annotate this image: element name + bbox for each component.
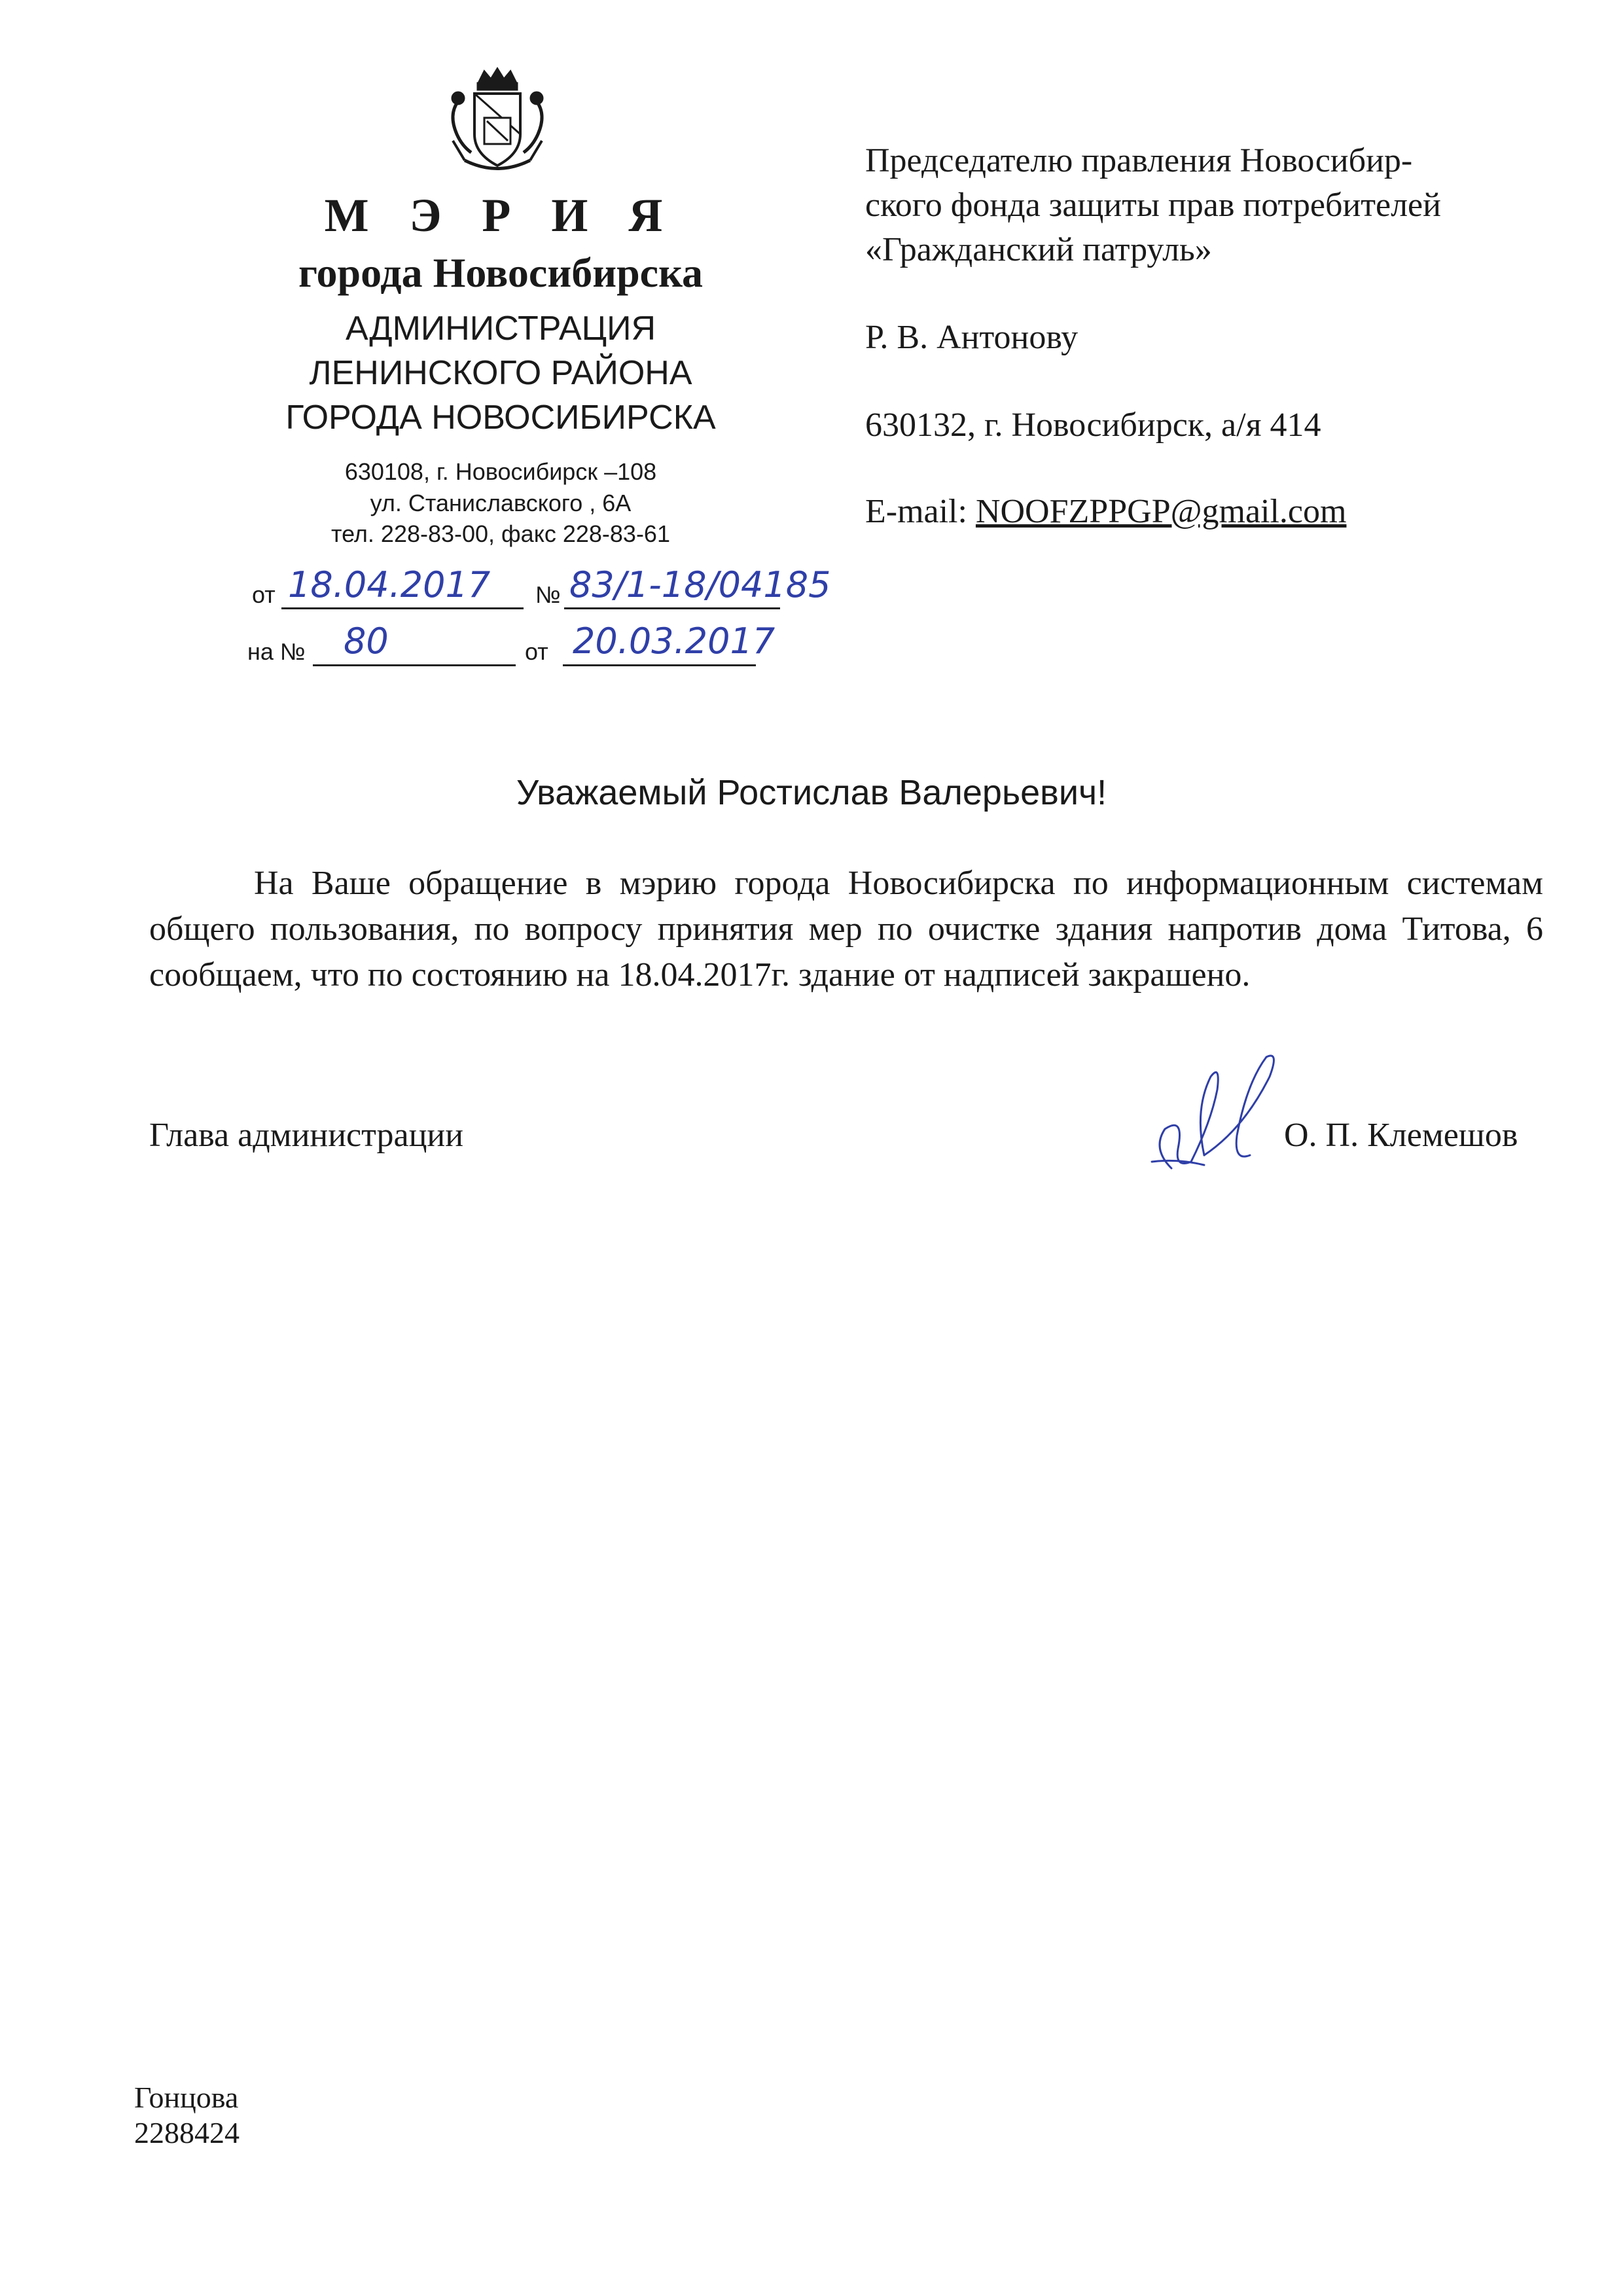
- outgoing-date: 18.04.2017: [288, 564, 491, 605]
- email-label: E-mail:: [865, 493, 976, 530]
- email-link[interactable]: NOOFZPPGP@gmail.com: [975, 493, 1347, 530]
- signer-name: О. П. Клемешов: [1284, 1117, 1518, 1154]
- reply-date: 20.03.2017: [573, 620, 776, 662]
- admin-line-2: ЛЕНИНСКОГО РАЙОНА: [309, 354, 692, 392]
- letter-body: На Ваше обращение в мэрию города Новосибирска по информационным системам общего пользования, по вопросу принятия мер по очистке здания напротив дома Титова, 6 сообщаем, что по состоянию на 18.04.2017г. здание от надписей закрашено.: [149, 865, 1543, 994]
- recipient-name: Р. В. Антонову: [865, 319, 1079, 356]
- coat-of-arms-icon: [438, 62, 556, 180]
- header-city: города Новосибирска: [298, 249, 703, 296]
- reply-number: 80: [344, 620, 389, 662]
- handwritten-signature-icon: [1113, 1037, 1296, 1188]
- recipient-email-line: [865, 490, 1552, 534]
- outgoing-number: 83/1-18/04185: [569, 564, 831, 605]
- reply-label: на №: [247, 638, 306, 665]
- number-label: №: [535, 581, 561, 608]
- address-line-3: тел. 228-83-00, факс 228-83-61: [331, 520, 670, 547]
- admin-line-1: АДМИНИСТРАЦИЯ: [345, 310, 656, 348]
- recipient-address: 630132, г. Новосибирск, а/я 414: [865, 406, 1321, 444]
- recipient-line-1: Председателю правления Новосибир-: [865, 142, 1413, 179]
- recipient-line-3: «Гражданский патруль»: [865, 231, 1212, 268]
- from-label: от: [252, 581, 276, 608]
- reply-from-label: от: [525, 638, 548, 665]
- executor-phone: 2288424: [134, 2116, 240, 2149]
- executor-name: Гонцова: [134, 2081, 239, 2114]
- address-line-1: 630108, г. Новосибирск –108: [344, 458, 657, 485]
- recipient-line-2: ского фонда защиты прав потребителей: [865, 187, 1441, 224]
- header-title: М Э Р И Я: [324, 189, 677, 242]
- salutation: Уважаемый Ростислав Валерьевич!: [516, 773, 1107, 812]
- address-line-2: ул. Станиславского , 6А: [370, 490, 632, 516]
- admin-line-3: ГОРОДА НОВОСИБИРСКА: [285, 399, 716, 437]
- signer-title: Глава администрации: [149, 1117, 464, 1154]
